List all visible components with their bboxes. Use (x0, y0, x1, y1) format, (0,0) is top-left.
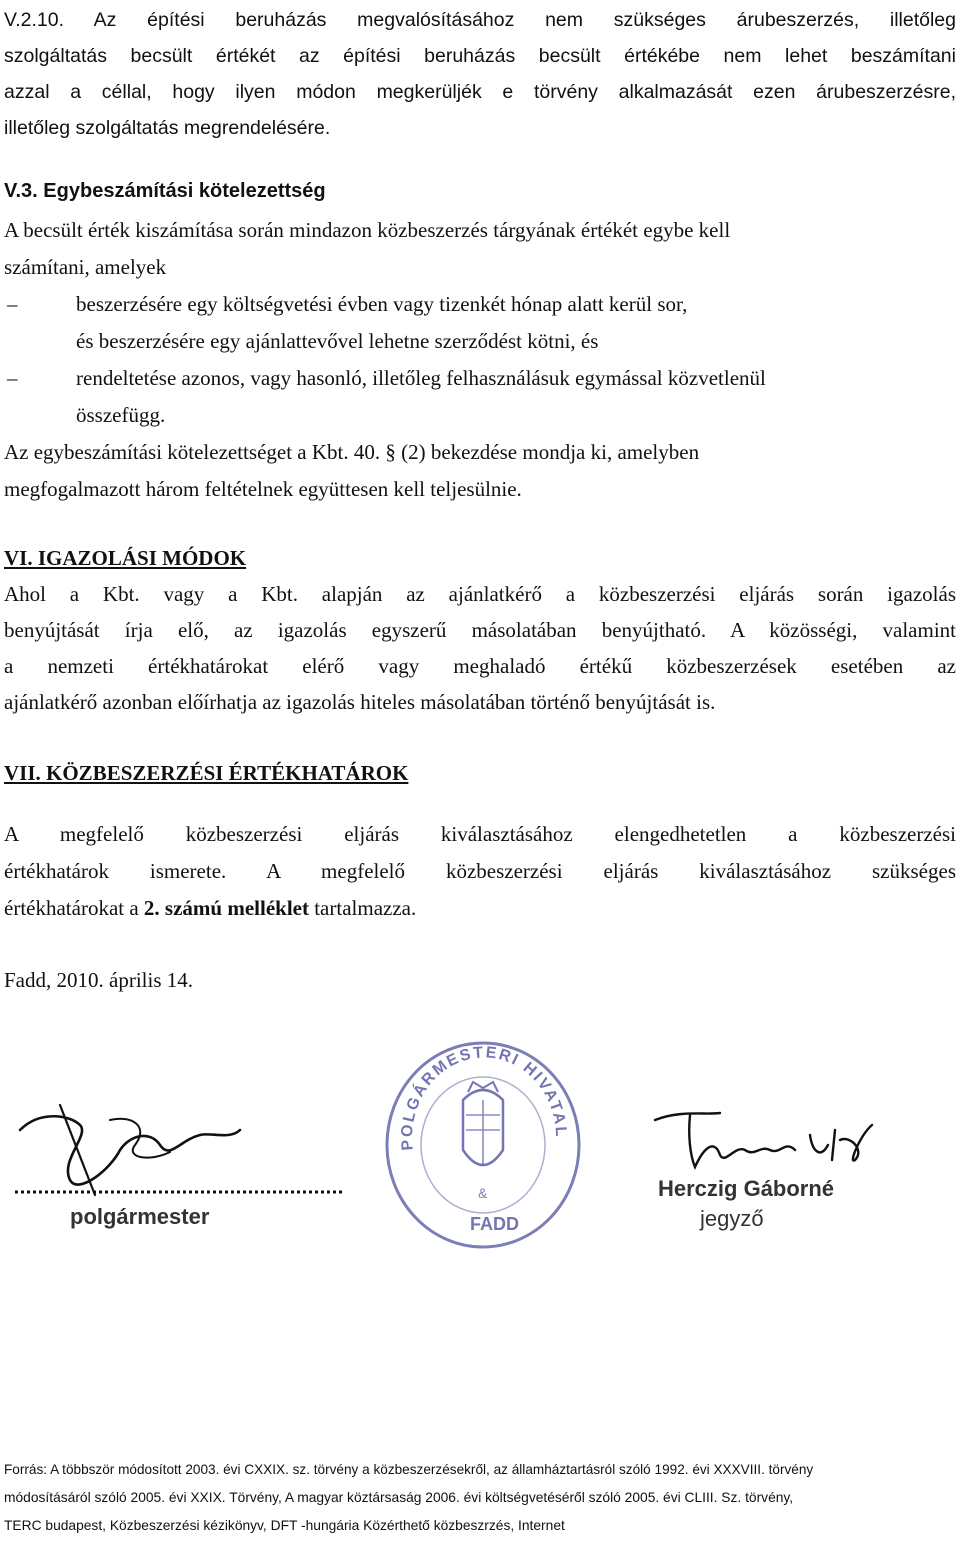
notary-signature (650, 1105, 880, 1175)
list-item (4, 360, 956, 434)
notary-name: Herczig Gáborné (658, 1176, 835, 1201)
section-vi-paragraph (4, 576, 956, 720)
section-heading: VII. KÖZBESZERZÉSI ÉRTÉKHATÁROK (4, 761, 409, 785)
svg-text:&: & (478, 1185, 488, 1201)
dash-bullet-icon: – (7, 366, 18, 390)
section-vii-heading-wrap (4, 756, 956, 790)
office-stamp-icon (378, 1030, 588, 1250)
footer-line: TERC budapest, Közbeszerzési kézikönyv, DFT -hungária Közérthető közbeszrzés, Internet (4, 1518, 565, 1533)
mayor-signature (0, 1100, 360, 1210)
paragraph-line: a nemzeti értékhatárokat elérő vagy meghaladó értékű közbeszerzések esetében az (4, 654, 956, 678)
section-v3-heading (4, 176, 956, 206)
paragraph-line: benyújtását írja elő, az igazolás egyszerű másolatában benyújtható. A közösségi, valamint (4, 618, 956, 642)
section-v3-intro (4, 212, 956, 286)
section-vii-paragraph (4, 816, 956, 927)
paragraph-line: A becsült érték kiszámítása során mindazon közbeszerzés tárgyának értékét egybe kell (4, 218, 731, 242)
list-item (4, 286, 956, 360)
paragraph-line: szolgáltatás becsült értékét az építési beruházás becsült értékébe nem lehet beszámítani (4, 45, 956, 67)
paragraph-line: V.2.10. Az építési beruházás megvalósításához nem szükséges árubeszerzés, illetőleg (4, 9, 956, 31)
paragraph-line: illetőleg szolgáltatás megrendelésére. (4, 117, 331, 139)
date-line-wrap (4, 962, 956, 998)
stamp-text-bottom: FADD (470, 1214, 519, 1234)
section-v3-outro (4, 434, 956, 508)
footer-line: módosításáról szóló 2005. évi XXIX. Törvény, A magyar köztársaság 2006. évi költségvetéséről szóló 2005. évi CLIII. Sz. törvény, (4, 1490, 794, 1505)
section-heading: V.3. Egybeszámítási kötelezettség (4, 180, 326, 202)
annex-reference: 2. számú melléklet (143, 896, 309, 920)
section-vi-heading-wrap (4, 541, 956, 575)
paragraph-line: Ahol a Kbt. vagy a Kbt. alapján az ajánlatkérő a közbeszerzési eljárás során igazolás (4, 582, 956, 606)
paragraph-line: ajánlatkérő azonban előírhatja az igazolás hiteles másolatában történő benyújtását is. (4, 690, 716, 714)
footer-sources (4, 1456, 956, 1540)
paragraph-line (4, 890, 956, 927)
text-run: tartalmazza. (308, 896, 417, 920)
paragraph-v2-10 (4, 2, 956, 146)
list-item-text: beszerzésére egy költségvetési évben vagy tizenkét hónap alatt kerül sor, (76, 292, 688, 316)
footer-line: Forrás: A többször módosított 2003. évi CXXIX. sz. törvény a közbeszerzésekről, az államháztartásról szóló 1992. évi XXXVIII. törvény (4, 1462, 814, 1477)
section-heading: VI. IGAZOLÁSI MÓDOK (4, 546, 247, 570)
stamp-text-top: POLGÁRMESTERI HIVATAL (398, 1044, 570, 1152)
paragraph-line: azzal a céllal, hogy ilyen módon megkerüljék e törvény alkalmazását ezen árubeszerzésre, (4, 81, 956, 103)
notary-title: jegyző (700, 1206, 764, 1231)
dash-bullet-icon: – (7, 292, 18, 316)
signature-area (0, 1030, 960, 1260)
list-item-text: összefügg. (76, 403, 166, 427)
paragraph-line: Az egybeszámítási kötelezettséget a Kbt. 40. § (2) bekezdése mondja ki, amelyben (4, 440, 700, 464)
paragraph-line: A megfelelő közbeszerzési eljárás kiválasztásához elengedhetetlen a közbeszerzési (4, 822, 956, 846)
date-line: Fadd, 2010. április 14. (4, 968, 193, 992)
paragraph-line: értékhatárok ismerete. A megfelelő közbeszerzési eljárás kiválasztásához szükséges (4, 859, 956, 883)
text-run: értékhatárokat a (4, 896, 144, 920)
mayor-title: polgármester (70, 1204, 210, 1229)
paragraph-line: megfogalmazott három feltételnek együttesen kell teljesülnie. (4, 477, 522, 501)
paragraph-line: számítani, amelyek (4, 255, 167, 279)
list-item-text: és beszerzésére egy ajánlattevővel lehetne szerződést kötni, és (76, 329, 599, 353)
list-item-text: rendeltetése azonos, vagy hasonló, illetőleg felhasználásuk egymással közvetlenül (76, 366, 766, 390)
